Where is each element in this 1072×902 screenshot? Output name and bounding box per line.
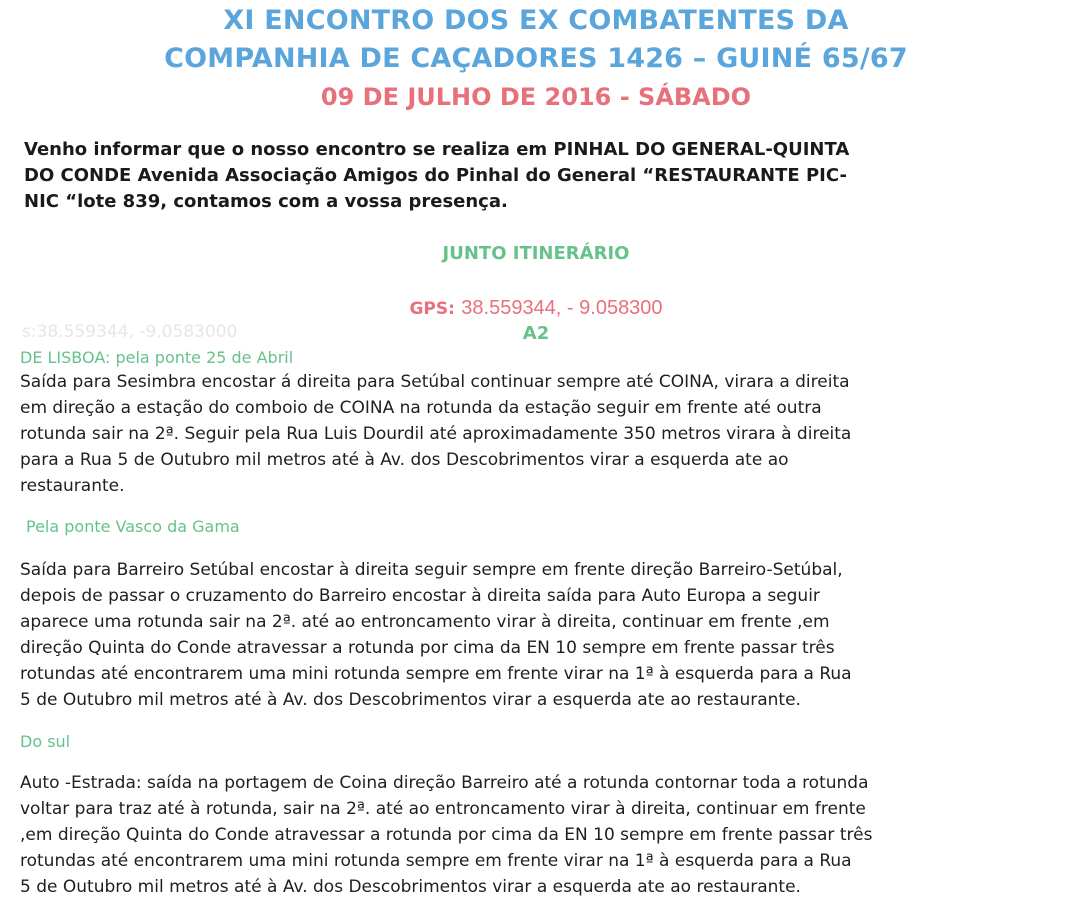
section-heading-lisboa: DE LISBOA: pela ponte 25 de Abril [20, 348, 294, 367]
direction-line: depois de passar o cruzamento do Barreiro encostar à direita saída para Auto Europa a seguir [20, 586, 820, 606]
direction-line: direção Quinta do Conde atravessar a rotunda por cima da EN 10 sempre em frente passar três [20, 638, 835, 658]
direction-line: 5 de Outubro mil metros até à Av. dos Descobrimentos virar a esquerda ate ao restaurante. [20, 877, 801, 897]
direction-line: 5 de Outubro mil metros até à Av. dos Descobrimentos virar a esquerda ate ao restaurante. [20, 690, 801, 710]
direction-line: para a Rua 5 de Outubro mil metros até à Av. dos Descobrimentos virar a esquerda ate ao [20, 450, 789, 470]
intro-line: DO CONDE Avenida Associação Amigos do Pinhal do General “RESTAURANTE PIC- [24, 165, 847, 186]
event-date: 09 DE JULHO DE 2016 - SÁBADO [320, 83, 752, 111]
direction-line: Saída para Sesimbra encostar á direita para Setúbal continuar sempre até COINA, virara a direita [20, 372, 850, 392]
document-title-line-1: XI ENCONTRO DOS EX COMBATENTES DA [223, 5, 849, 36]
direction-line: rotunda sair na 2ª. Seguir pela Rua Luis Dourdil até aproximadamente 350 metros virara à direita [20, 424, 852, 444]
intro-paragraph [24, 137, 1054, 215]
gps-label: GPS: [409, 299, 455, 319]
itinerary-heading: JUNTO ITINERÁRIO [442, 243, 630, 264]
directions-vasco-da-gama [20, 557, 1060, 713]
direction-line: Auto -Estrada: saída na portagem de Coina direção Barreiro até a rotunda contornar toda a rotunda [20, 773, 869, 793]
section-heading-sul: Do sul [20, 732, 71, 751]
bleed-through-text: s:38.559344, -9.0583000 [22, 322, 238, 342]
gps-coordinates [0, 294, 1072, 322]
document-title-line-2: COMPANHIA DE CAÇADORES 1426 – GUINÉ 65/67 [164, 43, 908, 74]
intro-line: NIC “lote 839, contamos com a vossa presença. [24, 191, 508, 212]
directions-sul [20, 770, 1060, 900]
directions-lisboa [20, 369, 1060, 499]
intro-line: Venho informar que o nosso encontro se realiza em PINHAL DO GENERAL-QUINTA [24, 139, 850, 160]
direction-line: ,em direção Quinta do Conde atravessar a rotunda por cima da EN 10 sempre em frente passar três [20, 825, 873, 845]
direction-line: Saída para Barreiro Setúbal encostar à direita seguir sempre em frente direção Barreiro-Setúbal, [20, 560, 843, 580]
direction-line: rotundas até encontrarem uma mini rotunda sempre em frente virar na 1ª à esquerda para a Rua [20, 851, 852, 871]
direction-line: rotundas até encontrarem uma mini rotunda sempre em frente virar na 1ª à esquerda para a Rua [20, 664, 852, 684]
direction-line: restaurante. [20, 476, 125, 496]
direction-line: aparece uma rotunda sair na 2ª. até ao entroncamento virar à direita, continuar em frente ,em [20, 612, 830, 632]
gps-value: 38.559344, - 9.058300 [461, 297, 663, 319]
section-heading-vasco-da-gama: Pela ponte Vasco da Gama [26, 517, 240, 536]
road-label: A2 [522, 323, 550, 344]
direction-line: voltar para traz até à rotunda, sair na 2ª. até ao entroncamento virar à direita, continuar em frente [20, 799, 866, 819]
direction-line: em direção a estação do comboio de COINA na rotunda da estação seguir em frente até outra [20, 398, 822, 418]
